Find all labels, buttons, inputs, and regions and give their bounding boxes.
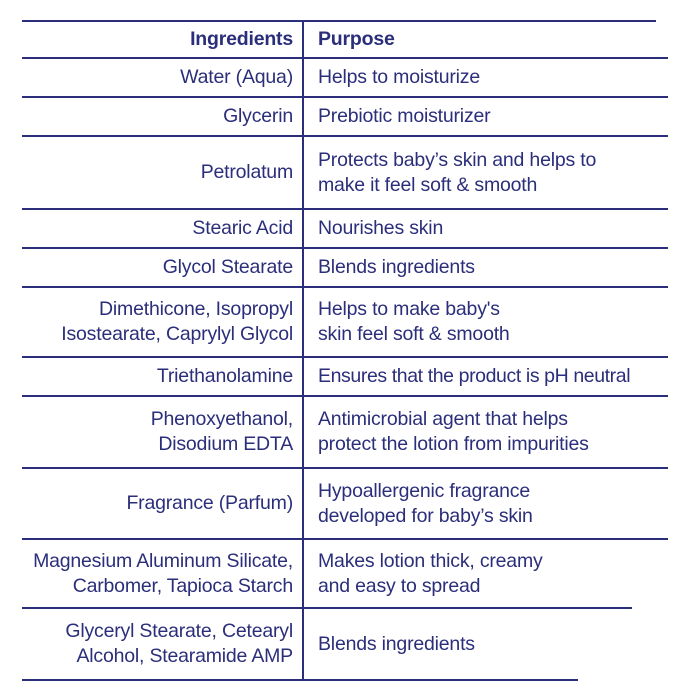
- purpose-text: make it feel soft & smooth: [318, 173, 538, 196]
- ingredient-text: Alcohol, Stearamide AMP: [76, 645, 293, 667]
- table-row: [22, 609, 668, 679]
- table-row: [22, 469, 668, 538]
- purpose-text: Blends ingredients: [318, 256, 475, 278]
- header-ingredients: Ingredients: [190, 28, 293, 50]
- table-row: [22, 358, 668, 395]
- ingredient-text: Dimethicone, Isopropyl: [99, 298, 293, 320]
- ingredient-text: Triethanolamine: [156, 365, 293, 387]
- ingredient-cell: [10, 549, 293, 599]
- ingredient-text: Magnesium Aluminum Silicate,: [33, 549, 293, 572]
- purpose-text: protect the lotion from impurities: [318, 433, 589, 455]
- ingredient-cell: [22, 65, 293, 90]
- purpose-cell: [318, 104, 678, 129]
- purpose-cell: [318, 549, 678, 599]
- purpose-cell: [318, 216, 678, 241]
- header-purpose: Purpose: [318, 28, 395, 50]
- purpose-cell: [318, 297, 678, 347]
- ingredient-cell: [22, 297, 293, 347]
- table-row: [22, 59, 668, 96]
- ingredient-text: Stearic Acid: [192, 217, 293, 239]
- ingredient-text: Glycol Stearate: [162, 256, 293, 278]
- purpose-cell: [318, 632, 678, 657]
- table-row: [22, 540, 668, 607]
- ingredient-cell: [22, 255, 293, 280]
- table-row: [22, 249, 668, 286]
- purpose-text: Helps to make baby's: [318, 298, 500, 320]
- purpose-text: Prebiotic moisturizer: [318, 105, 491, 127]
- ingredient-cell: [22, 216, 293, 241]
- purpose-text: Blends ingredients: [318, 632, 475, 655]
- table-row: [22, 98, 668, 135]
- table-row: [22, 210, 668, 247]
- ingredient-cell: [22, 104, 293, 129]
- ingredient-text: Glyceryl Stearate, Cetearyl: [65, 620, 293, 642]
- purpose-cell: [318, 407, 678, 457]
- purpose-text: Hypoallergenic fragrance: [318, 479, 530, 502]
- ingredient-text: Isostearate, Caprylyl Glycol: [61, 323, 293, 345]
- ingredient-text: Disodium EDTA: [158, 433, 293, 455]
- purpose-cell: [318, 65, 678, 90]
- purpose-text: and easy to spread: [318, 574, 481, 597]
- rule-bottom: [22, 679, 578, 681]
- table-header: [22, 22, 668, 57]
- purpose-text: Helps to moisturize: [318, 66, 481, 88]
- ingredient-cell: [22, 160, 293, 185]
- ingredient-cell: [22, 407, 293, 457]
- purpose-text: Protects baby’s skin and helps to: [318, 148, 597, 171]
- ingredient-text: Carbomer, Tapioca Starch: [72, 574, 293, 597]
- purpose-cell: [318, 148, 678, 198]
- table-row: [22, 288, 668, 356]
- purpose-text: developed for baby’s skin: [318, 504, 533, 527]
- table-row: [22, 137, 668, 208]
- ingredient-text: Petrolatum: [200, 161, 293, 183]
- ingredient-text: Water (Aqua): [180, 66, 293, 88]
- purpose-text: Antimicrobial agent that helps: [318, 408, 568, 430]
- purpose-cell: [318, 255, 678, 280]
- purpose-text: Nourishes skin: [318, 217, 444, 239]
- purpose-text: skin feel soft & smooth: [318, 323, 510, 345]
- purpose-text: Makes lotion thick, creamy: [318, 549, 543, 572]
- ingredient-text: Glycerin: [223, 105, 293, 127]
- ingredient-cell: [22, 491, 293, 516]
- ingredient-cell: [22, 619, 293, 669]
- ingredient-text: Fragrance (Parfum): [126, 492, 293, 514]
- ingredient-text: Phenoxyethanol,: [150, 408, 293, 430]
- purpose-cell: [318, 479, 678, 529]
- ingredient-cell: [22, 364, 293, 389]
- purpose-cell: [318, 364, 678, 389]
- purpose-text: Ensures that the product is pH neutral: [318, 365, 631, 387]
- table-row: [22, 397, 668, 467]
